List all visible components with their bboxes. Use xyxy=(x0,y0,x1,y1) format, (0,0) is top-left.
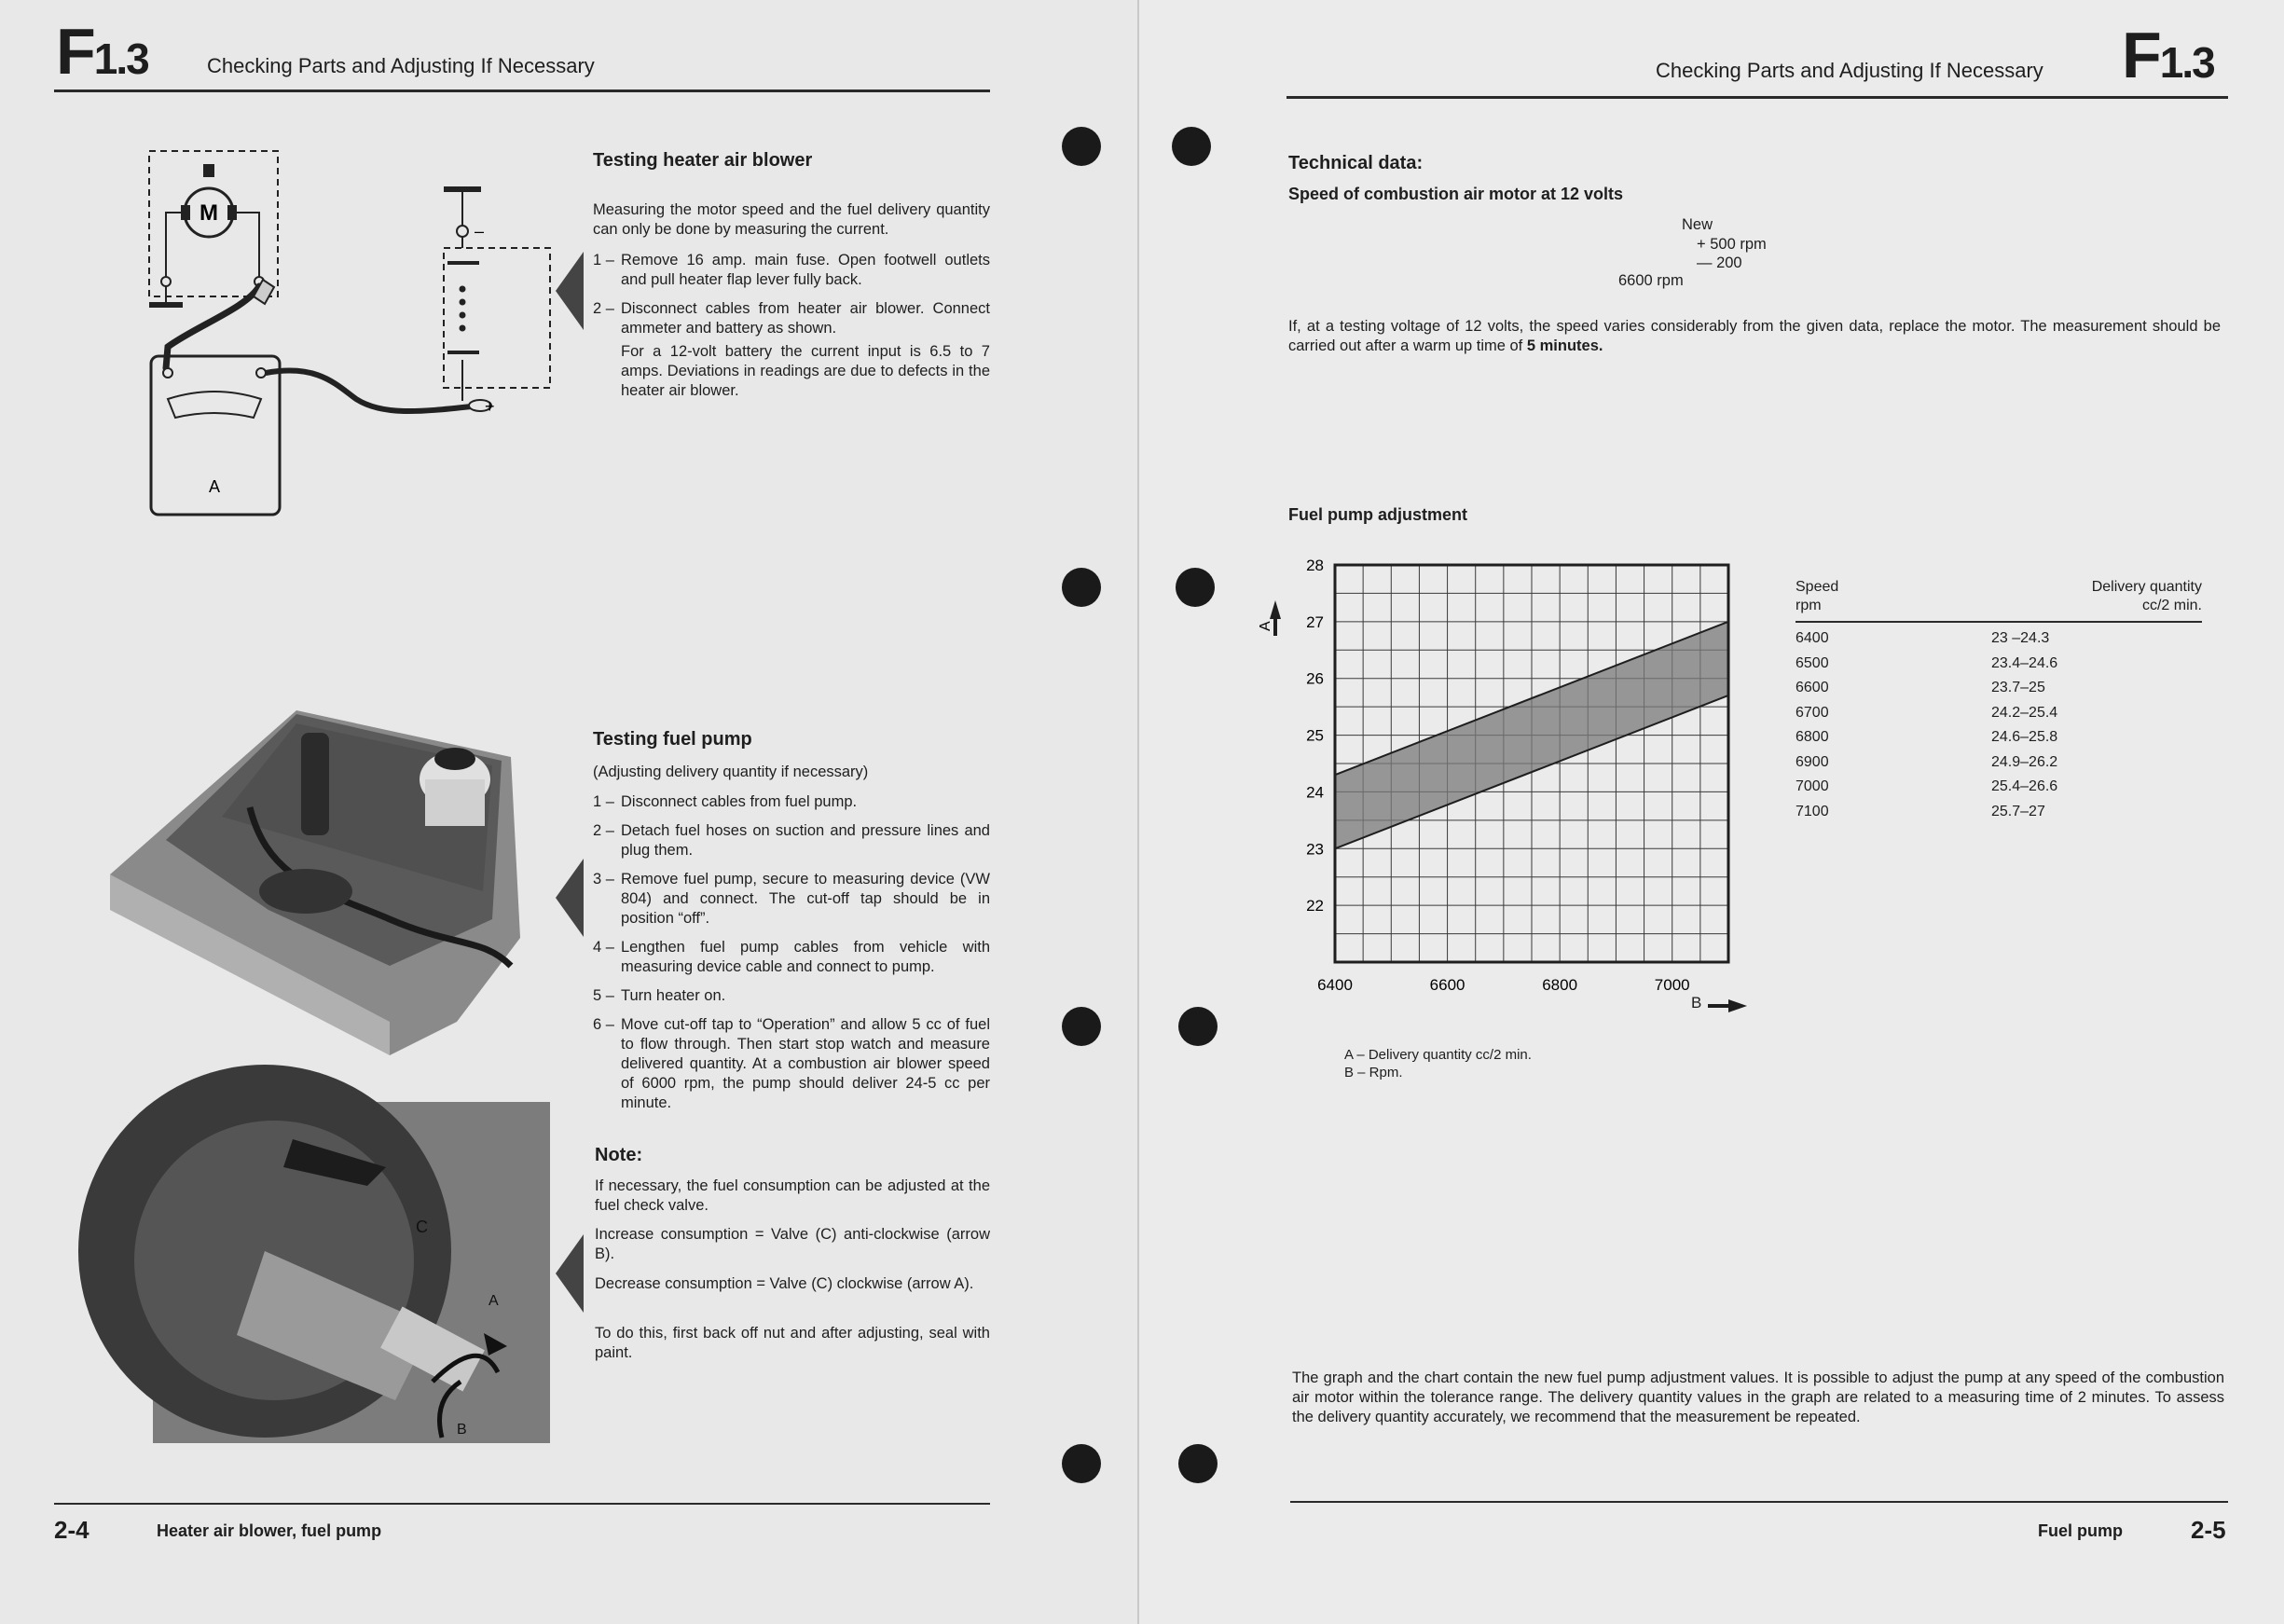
y-tick-label: 28 xyxy=(1306,557,1324,574)
table-row: 6800 24.6–25.8 xyxy=(1796,729,2058,746)
table-row: 6600 23.7–25 xyxy=(1796,680,2045,696)
page-header-title: Checking Parts and Adjusting If Necessary xyxy=(1656,59,2043,82)
section-code: F1.3 xyxy=(56,15,148,88)
adjustment-table xyxy=(1796,578,2202,824)
fuel-pump-heading: Testing fuel pump xyxy=(593,729,752,750)
x-axis-label: B xyxy=(1691,994,1702,1012)
binder-hole xyxy=(1178,1444,1218,1483)
y-axis-arrow-icon xyxy=(1270,600,1281,619)
x-tick-label: 6600 xyxy=(1429,976,1465,994)
tolerance-plus: + 500 rpm xyxy=(1697,236,1767,253)
table-row: 6900 24.9–26.2 xyxy=(1796,753,2058,770)
fuel-pump-test-rig-photo xyxy=(110,705,548,1052)
table-row: 6400 23 –24.3 xyxy=(1796,630,2050,647)
header-rule xyxy=(54,89,990,92)
technical-subheading: Speed of combustion air motor at 12 volts xyxy=(1288,185,1624,203)
footer-rule xyxy=(1290,1501,2228,1503)
plus-terminal-label: + xyxy=(485,397,495,416)
page-header-title: Checking Parts and Adjusting If Necessary xyxy=(207,54,595,77)
footer-title: Heater air blower, fuel pump xyxy=(157,1521,382,1540)
heater-steps xyxy=(593,251,990,410)
footer-title: Fuel pump xyxy=(2038,1521,2123,1540)
binder-hole xyxy=(1178,1007,1218,1046)
y-tick-label: 22 xyxy=(1306,897,1324,915)
bottom-paragraph: The graph and the chart contain the new fuel pump adjustment values. It is possible to adjust the pump at any speed of the combustion air motor within the tolerance range. The delivery quantity values in the graph are related to a measuring time of 2 minutes. To assess the delivery quantity accurately, we recommend that the measurement be repeated. xyxy=(1292,1369,2224,1425)
new-label: New xyxy=(1682,216,1713,233)
note-paragraph-2: Increase consumption = Valve (C) anti-clockwise (arrow B). xyxy=(595,1226,990,1262)
legend-b: B – Rpm. xyxy=(1344,1065,1403,1080)
page-number: 2-5 xyxy=(2191,1516,2226,1544)
y-axis-label: A xyxy=(1258,621,1273,631)
tolerance-minus: — 200 xyxy=(1697,255,1742,271)
y-tick-label: 24 xyxy=(1306,783,1324,802)
binder-hole xyxy=(1062,127,1101,166)
arrow-a-label: A xyxy=(488,1293,499,1309)
technical-heading: Technical data: xyxy=(1288,153,1424,173)
list-item: 4 – Lengthen fuel pump cables from vehicle with measuring device cable and connect to pump. xyxy=(593,939,990,975)
heater-heading: Testing heater air blower xyxy=(593,150,813,171)
technical-paragraph: If, at a testing voltage of 12 volts, the speed varies considerably from the given data, replace the motor. The measurement should be carried out after a warm up time of 5 minutes. xyxy=(1288,318,2221,354)
note-paragraph-3: Decrease consumption = Valve (C) clockwise (arrow A). xyxy=(595,1275,974,1292)
motor-label: M xyxy=(200,200,218,226)
blower-fuse xyxy=(203,164,214,177)
note-heading: Note: xyxy=(595,1145,643,1165)
right-page xyxy=(1139,0,2284,1624)
fuel-check-valve-photo xyxy=(153,1102,550,1443)
x-tick-label: 7000 xyxy=(1654,976,1690,994)
battery-cable xyxy=(266,370,472,411)
heater-intro: Measuring the motor speed and the fuel delivery quantity can only be done by measuring the current. xyxy=(593,201,990,238)
ammeter-wiring-diagram xyxy=(140,140,569,522)
fuel-pump-body xyxy=(301,733,329,835)
reference-arrow-icon xyxy=(556,859,584,937)
fuel-pump-adjustment-chart xyxy=(1258,556,1690,1031)
valve-c-label: C xyxy=(416,1218,428,1236)
binder-hole xyxy=(1176,568,1215,607)
binder-hole xyxy=(1172,127,1211,166)
x-axis-arrow-icon xyxy=(1708,999,1747,1012)
left-page xyxy=(0,0,1139,1624)
list-item: 1 – Remove 16 amp. main fuse. Open footwell outlets and pull heater flap lever fully back. xyxy=(593,252,990,288)
table-row: 7100 25.7–27 xyxy=(1796,803,2045,819)
nominal-speed: 6600 rpm xyxy=(1618,272,1684,289)
reference-arrow-icon xyxy=(556,252,584,330)
list-item: 1 – Disconnect cables from fuel pump. xyxy=(593,793,858,810)
note-paragraph-1: If necessary, the fuel consumption can be adjusted at the fuel check valve. xyxy=(595,1177,990,1214)
table-header-rule xyxy=(1796,621,2202,623)
section-code: F1.3 xyxy=(2122,19,2214,91)
binder-hole xyxy=(1062,568,1101,607)
y-tick-label: 23 xyxy=(1306,840,1324,859)
y-tick-label: 26 xyxy=(1306,669,1324,688)
reference-arrow-icon xyxy=(556,1234,584,1313)
table-row: 7000 25.4–26.6 xyxy=(1796,778,2058,795)
fuel-pump-subheading: (Adjusting delivery quantity if necessary) xyxy=(593,764,869,780)
table-row: 6700 24.2–25.4 xyxy=(1796,704,2058,721)
list-item: 6 – Move cut-off tap to “Operation” and allow 5 cc of fuel to flow through. Then start stop watch and measure delivered quantity. At a combustion air blower speed of 6000 rpm, the pump should deliver 24-5 cc per minute. xyxy=(593,1016,990,1111)
binder-hole xyxy=(1062,1444,1101,1483)
legend-a: A – Delivery quantity cc/2 min. xyxy=(1344,1047,1532,1063)
list-item: 2 – Disconnect cables from heater air blower. Connect ammeter and battery as shown. For a 12-volt battery the current input is 6.5 to 7 amps. Deviations in readings are due to defects in the heater air blower. xyxy=(593,300,990,399)
ammeter-dial xyxy=(168,392,261,418)
x-tick-label: 6400 xyxy=(1317,976,1353,994)
table-header: Speed rpm Delivery quantity cc/2 min. xyxy=(1796,579,2202,613)
header-rule xyxy=(1286,96,2228,99)
table-row: 6500 23.4–24.6 xyxy=(1796,654,2058,671)
list-item: 3 – Remove fuel pump, secure to measuring device (VW 804) and connect. The cut-off tap should be in position “off”. xyxy=(593,871,990,927)
page-number: 2-4 xyxy=(54,1516,89,1544)
footer-rule xyxy=(54,1503,990,1505)
arrow-b-label: B xyxy=(457,1422,467,1438)
binder-hole xyxy=(1062,1007,1101,1046)
fuel-adjustment-heading: Fuel pump adjustment xyxy=(1288,505,1468,524)
minus-terminal-label: – xyxy=(475,222,485,241)
list-item: 5 – Turn heater on. xyxy=(593,987,726,1004)
fuel-pump-steps xyxy=(593,792,990,1122)
y-tick-label: 25 xyxy=(1306,726,1324,745)
x-tick-label: 6800 xyxy=(1542,976,1578,994)
y-tick-label: 27 xyxy=(1306,612,1324,631)
ammeter-label: A xyxy=(208,477,221,496)
battery-outline xyxy=(444,248,550,388)
note-paragraph-4: To do this, first back off nut and after adjusting, seal with paint. xyxy=(595,1325,990,1361)
list-item: 2 – Detach fuel hoses on suction and pressure lines and plug them. xyxy=(593,822,990,859)
